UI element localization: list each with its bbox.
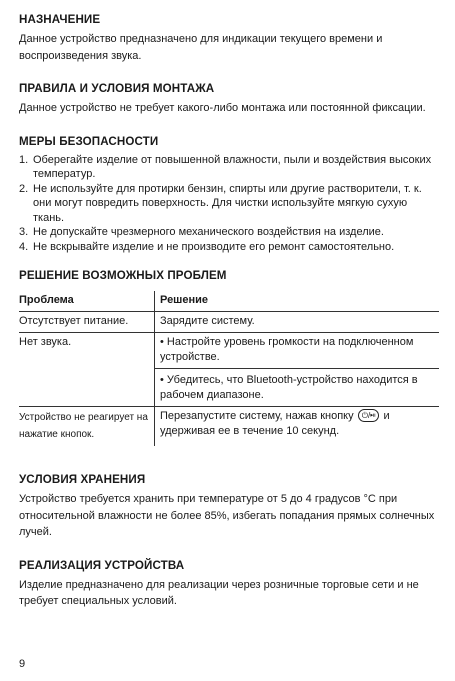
- page-number: 9: [19, 658, 26, 670]
- list-item: [19, 153, 439, 182]
- storage-section: [19, 472, 439, 541]
- troubleshooting-heading: РЕШЕНИЕ ВОЗМОЖНЫХ ПРОБЛЕМ: [19, 269, 227, 282]
- problem-cell: Устройство не реагирует на нажатие кнопок.: [19, 412, 148, 440]
- mounting-heading: ПРАВИЛА И УСЛОВИЯ МОНТАЖА: [19, 82, 215, 95]
- solution-text: • Настройте уровень громкости на подключенном устройстве.: [160, 336, 414, 363]
- table-row: [19, 407, 439, 447]
- item-text: Оберегайте изделие от повышенной влажности, пыли и воздействия высоких температур.: [33, 153, 432, 180]
- purpose-section: [19, 12, 439, 64]
- solution-cell: [155, 312, 440, 333]
- troubleshooting-section: [19, 268, 439, 446]
- safety-list: [19, 153, 439, 255]
- item-number: 3.: [19, 226, 29, 238]
- table-row: [19, 312, 439, 333]
- item-number: 1.: [19, 153, 29, 166]
- sale-heading: РЕАЛИЗАЦИЯ УСТРОЙСТВА: [19, 558, 185, 572]
- list-item: [19, 225, 439, 240]
- item-number: 4.: [19, 240, 29, 253]
- column-header-problem: Проблема: [19, 291, 155, 312]
- list-item: [19, 182, 439, 226]
- item-number: 2.: [19, 182, 29, 195]
- safety-section: [19, 134, 439, 255]
- storage-text: Устройство требуется хранить при температуре от 5 до 4 градусов °С при относительной влажности не более 85%, избегать попадания прямых солнечных лучей.: [19, 493, 435, 538]
- problem-cell: Нет звука.: [19, 333, 155, 407]
- purpose-text: Данное устройство предназначено для индикации текущего времени и воспроизведения звука.: [19, 33, 383, 62]
- item-text: Не используйте для протирки бензин, спирты или другие растворители, т. к. они могут повредить поверхность. Для чистки используйте мягкую сухую ткань.: [33, 182, 422, 224]
- power-play-button-icon: ⏻/⏯: [358, 409, 380, 422]
- sale-text: Изделие предназначено для реализации через розничные торговые сети и не требует специальных условий.: [19, 578, 419, 607]
- manual-page: [19, 12, 439, 627]
- column-header-solution: Решение: [155, 291, 440, 312]
- item-text: Не допускайте чрезмерного механического воздействия на изделие.: [33, 226, 384, 238]
- troubleshooting-table: [19, 291, 439, 446]
- problem-cell: Отсутствует питание.: [19, 312, 155, 333]
- mounting-text: Данное устройство не требует какого-либо монтажа или постоянной фиксации.: [19, 102, 426, 114]
- table-header-row: [19, 291, 439, 312]
- safety-heading: МЕРЫ БЕЗОПАСНОСТИ: [19, 134, 159, 148]
- table-row: [19, 333, 439, 407]
- storage-heading: УСЛОВИЯ ХРАНЕНИЯ: [19, 473, 146, 486]
- solution-text: Перезапустите систему, нажав кнопку: [160, 410, 354, 422]
- mounting-section: [19, 81, 439, 117]
- solution-text: и удерживая ее в течение 10 секунд.: [160, 410, 390, 437]
- item-text: Не вскрывайте изделие и не производите его ремонт самостоятельно.: [33, 240, 395, 253]
- solution-text: • Убедитесь, что Bluetooth-устройство находится в рабочем диапазоне.: [155, 368, 439, 403]
- solution-text: Зарядите систему.: [160, 315, 255, 327]
- purpose-heading: НАЗНАЧЕНИЕ: [19, 13, 101, 26]
- solution-cell: [155, 407, 440, 447]
- sale-section: [19, 558, 439, 610]
- list-item: [19, 240, 439, 255]
- solution-cell: [155, 333, 440, 407]
